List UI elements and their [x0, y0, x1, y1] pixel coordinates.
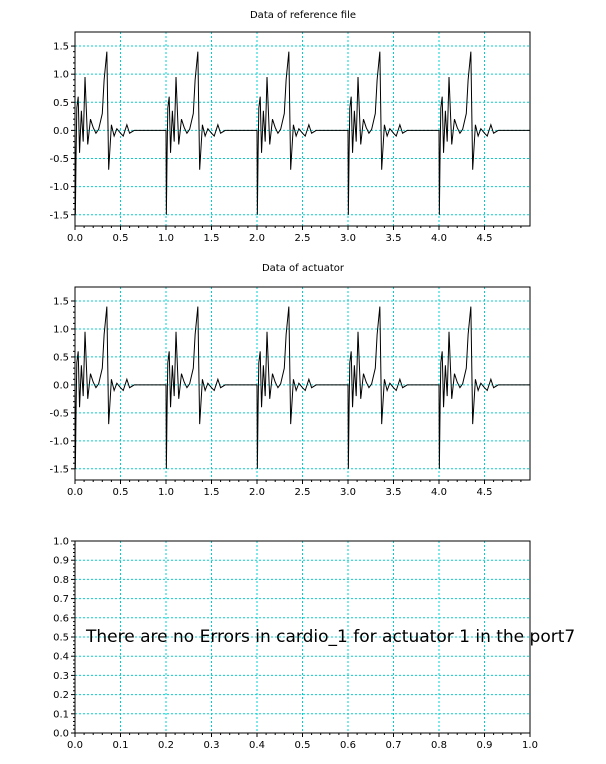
grid	[75, 32, 530, 226]
y-tick-label: -1.5	[49, 210, 69, 222]
y-tick-label: -0.5	[49, 154, 69, 166]
x-tick-label: 3.0	[340, 487, 356, 498]
y-tick-label: 0.8	[53, 574, 69, 586]
x-tick-label: 1.5	[203, 233, 220, 244]
chart-reference	[49, 10, 530, 244]
y-tick-label: 0.7	[53, 594, 69, 606]
x-tick-label: 0.0	[67, 233, 83, 244]
x-tick-label: 2.0	[249, 233, 265, 244]
x-tick-label: 0.5	[294, 740, 311, 751]
y-tick-label: 1.0	[53, 536, 69, 548]
x-tick-label: 0.4	[249, 740, 265, 751]
x-tick-label: 4.0	[431, 233, 447, 244]
y-tick-label: 0.5	[53, 97, 69, 109]
y-tick-label: 1.0	[53, 324, 69, 336]
chart-actuator	[49, 263, 530, 498]
x-tick-label: 0.5	[112, 233, 129, 244]
y-tick-label: 0.4	[53, 651, 69, 663]
y-tick-label: 1.5	[53, 41, 69, 53]
x-tick-label: 3.5	[385, 487, 402, 498]
y-tick-label: 1.5	[53, 296, 69, 308]
y-tick-label: 0.1	[53, 709, 69, 721]
y-tick-label: 0.0	[53, 125, 69, 137]
y-tick-label: 0.2	[53, 690, 69, 702]
chart-title: Data of reference file	[249, 10, 357, 21]
x-tick-label: 0.3	[203, 740, 220, 751]
x-tick-label: 1.0	[522, 740, 538, 751]
grid	[75, 287, 530, 480]
x-tick-label: 0.2	[158, 740, 174, 751]
x-tick-label: 0.0	[67, 487, 83, 498]
y-tick-label: 0.0	[53, 728, 69, 740]
x-tick-label: 0.1	[112, 740, 129, 751]
x-tick-label: 0.9	[476, 740, 493, 751]
x-tick-label: 1.0	[158, 487, 174, 498]
y-tick-label: 1.0	[53, 69, 69, 81]
x-tick-label: 4.5	[476, 233, 493, 244]
x-tick-label: 4.5	[476, 487, 493, 498]
x-tick-label: 0.6	[340, 740, 356, 751]
x-tick-label: 3.0	[340, 233, 356, 244]
chart-title: Data of actuator	[261, 263, 345, 274]
y-tick-label: 0.5	[53, 632, 69, 644]
x-tick-label: 0.7	[385, 740, 402, 751]
y-tick-label: 0.5	[53, 352, 69, 364]
x-tick-label: 2.5	[294, 233, 311, 244]
x-tick-label: 0.5	[112, 487, 129, 498]
x-tick-label: 2.5	[294, 487, 311, 498]
x-tick-label: 1.5	[203, 487, 220, 498]
y-tick-label: -0.5	[49, 408, 69, 420]
y-tick-label: -1.5	[49, 464, 69, 476]
y-tick-label: 0.0	[53, 380, 69, 392]
x-tick-label: 3.5	[385, 233, 402, 244]
x-tick-label: 0.0	[67, 740, 83, 751]
y-tick-label: 0.6	[53, 613, 69, 625]
chart-errors	[53, 537, 575, 752]
x-tick-label: 4.0	[431, 487, 447, 498]
y-tick-label: -1.0	[49, 182, 69, 194]
x-tick-label: 0.8	[431, 740, 447, 751]
x-tick-label: 2.0	[249, 487, 265, 498]
y-tick-label: 0.9	[53, 555, 69, 567]
y-tick-label: 0.3	[53, 670, 69, 682]
y-tick-label: -1.0	[49, 436, 69, 448]
x-tick-label: 1.0	[158, 233, 174, 244]
error-status-message: There are no Errors in cardio_1 for actuator 1 in the port7	[86, 627, 576, 647]
